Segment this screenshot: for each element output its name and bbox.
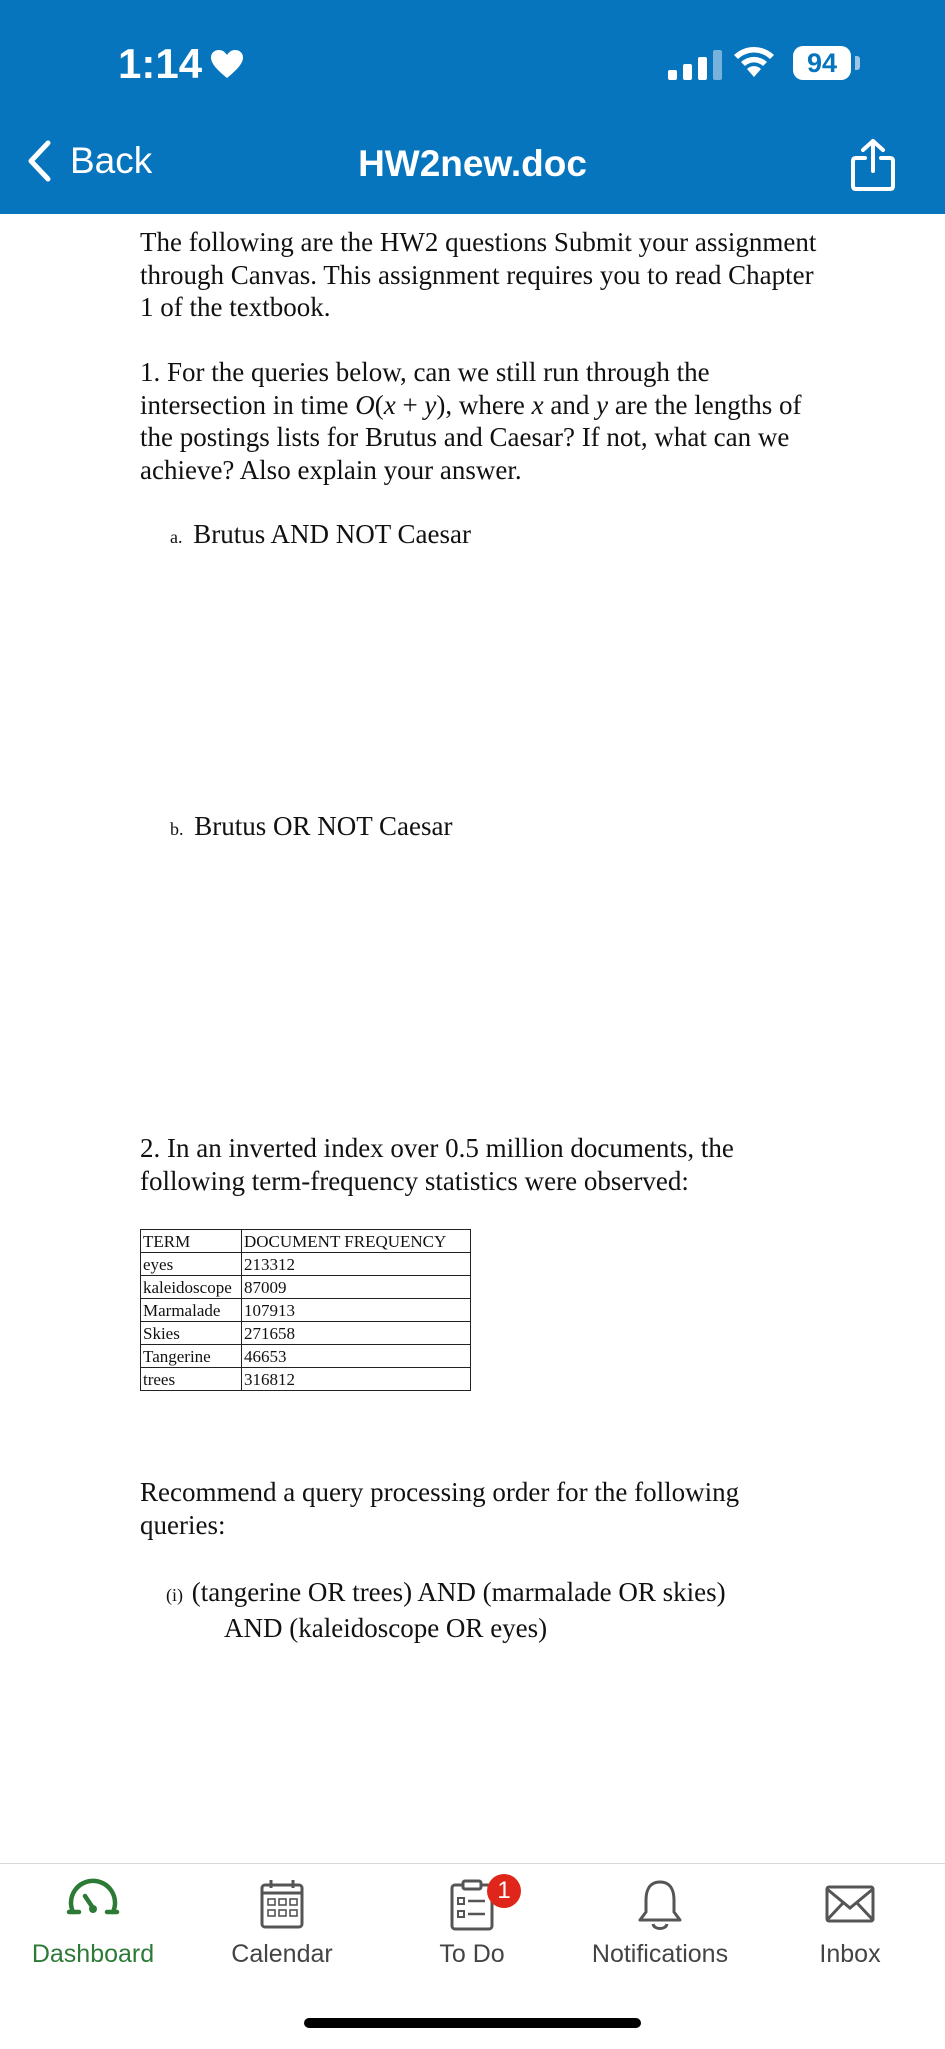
table-cell: 213312 (242, 1253, 471, 1276)
term-frequency-table (140, 1229, 471, 1391)
table-row (141, 1345, 471, 1368)
table-row (141, 1253, 471, 1276)
tab-label: Notifications (591, 1940, 729, 1968)
question-2: 2. In an inverted index over 0.5 million documents, the following term-frequency statistics were observed: (140, 1133, 734, 1196)
battery-level: 94 (806, 47, 838, 78)
dashboard-icon (65, 1878, 121, 1918)
table-cell: trees (141, 1368, 242, 1391)
table-cell: Skies (141, 1322, 242, 1345)
back-label: Back (70, 140, 153, 181)
todo-badge: 1 (487, 1874, 521, 1908)
table-cell: 271658 (242, 1322, 471, 1345)
table-cell: kaleidoscope (141, 1276, 242, 1299)
table-row (141, 1322, 471, 1345)
table-header: DOCUMENT FREQUENCY (242, 1230, 471, 1253)
battery-tip (855, 56, 860, 70)
cellular-signal-icon (668, 50, 722, 80)
recommend-paragraph: Recommend a query processing order for the following queries: (140, 1477, 740, 1540)
mail-icon (824, 1884, 876, 1926)
query-i-continuation: AND (kaleidoscope OR eyes) (224, 1612, 548, 1643)
query-i: (i) (tangerine OR trees) AND (marmalade OR skies) AND (kaleidoscope OR eyes) (166, 1576, 786, 1644)
battery-indicator (793, 46, 851, 80)
table-row (141, 1276, 471, 1299)
table-row (141, 1368, 471, 1391)
share-icon[interactable] (850, 138, 896, 192)
tab-label: Calendar (231, 1940, 333, 1968)
tab-label: Dashboard (31, 1940, 155, 1968)
table-cell: 46653 (242, 1345, 471, 1368)
table-row (141, 1299, 471, 1322)
top-bar (0, 0, 945, 214)
table-header: TERM (141, 1230, 242, 1253)
status-time-text: 1:14 (118, 40, 203, 87)
table-header-row (141, 1230, 471, 1253)
table-cell: 316812 (242, 1368, 471, 1391)
table-cell: Tangerine (141, 1345, 242, 1368)
heart-icon (210, 49, 244, 79)
table-cell: 107913 (242, 1299, 471, 1322)
wifi-icon (733, 44, 775, 78)
home-indicator[interactable] (304, 2018, 641, 2028)
tab-label: To Do (439, 1940, 505, 1968)
table-cell: eyes (141, 1253, 242, 1276)
table-cell: 87009 (242, 1276, 471, 1299)
page-title: HW2new.doc (358, 143, 587, 184)
bell-icon (635, 1878, 685, 1934)
status-time (118, 40, 244, 88)
table-cell: Marmalade (141, 1299, 242, 1322)
question-1b: b. Brutus OR NOT Caesar (170, 811, 453, 841)
question-1: 1. For the queries below, can we still run through the intersection in time O(x + y), where x and y are the lengths of the postings lists for Brutus and Caesar? If not, what can we achieve? Also explain your answer. (140, 357, 802, 485)
calendar-icon (259, 1878, 305, 1930)
question-1a: a. Brutus AND NOT Caesar (170, 519, 471, 549)
intro-paragraph: The following are the HW2 questions Submit your assignment through Canvas. This assignment requires you to read Chapter 1 of the textbook. (140, 227, 817, 322)
tab-label: Inbox (819, 1940, 881, 1968)
